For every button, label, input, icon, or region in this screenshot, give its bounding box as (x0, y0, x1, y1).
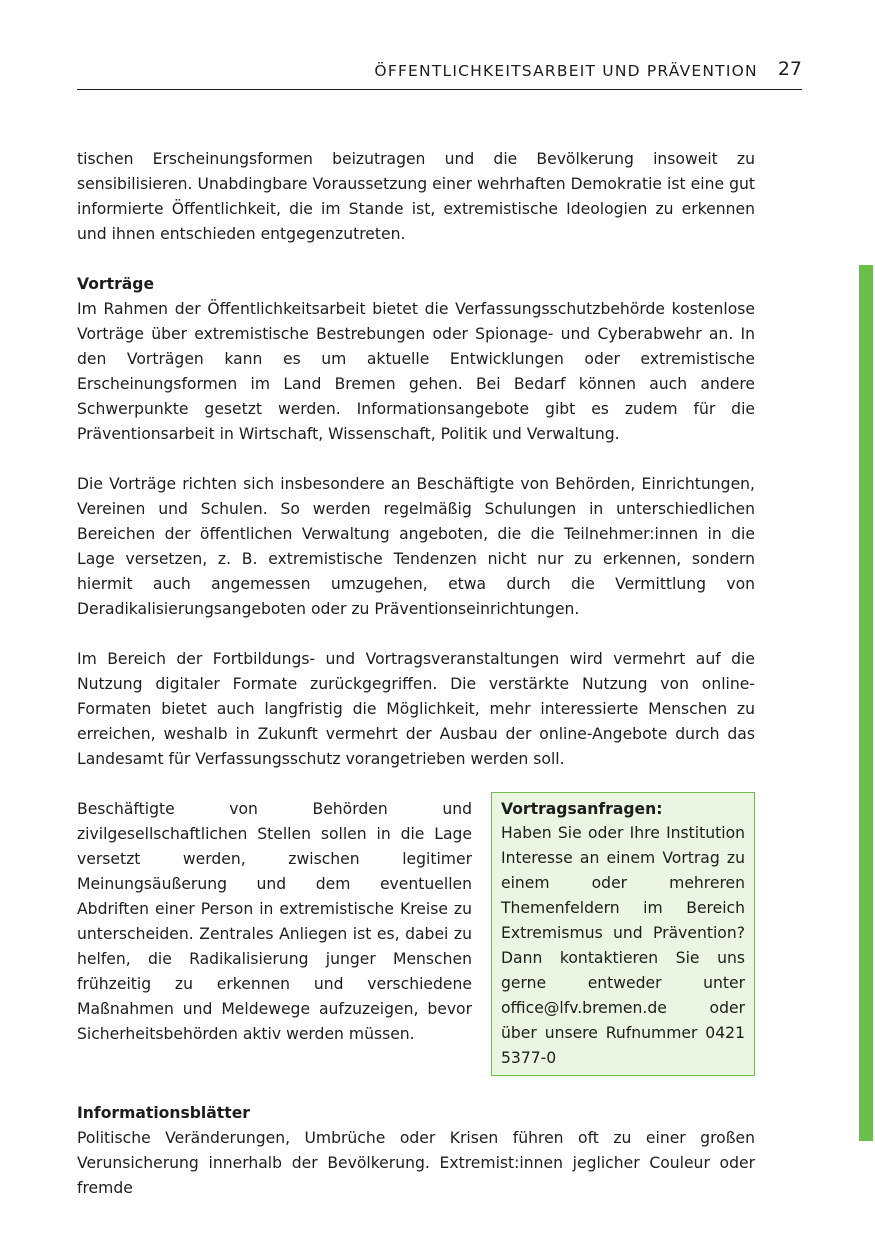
informationsblaetter-paragraph-1: Politische Veränderungen, Umbrüche oder Krisen führen oft zu einer großen Verunsicherung innerhalb der Bevölkerung. Extremist:innen jeglicher Couleur oder fremde (77, 1129, 755, 1197)
section-heading-vortraege: Vorträge (77, 275, 155, 293)
page-body (77, 147, 755, 1201)
info-box-heading: Vortragsanfragen: (501, 800, 663, 818)
section-heading-informationsblaetter: Informationsblätter (77, 1104, 250, 1122)
header-title: ÖFFENTLICHKEITSARBEIT UND PRÄVENTION (374, 62, 758, 80)
page-number: 27 (777, 58, 802, 80)
vortraege-paragraph-4: Beschäftigte von Behörden und zivilgesellschaftlichen Stellen sollen in die Lage versetzt werden, zwischen legitimer Meinungsäußerung und dem eventuellen Abdriften einer Person in extremistische Kreise zu unterscheiden. Zentrales Anliegen ist es, dabei zu helfen, die Radikalisierung junger Menschen frühzeitig zu erkennen und verschiedene Maßnahmen und Meldewege aufzuzeigen, bevor Sicherheitsbehörden aktiv werden müssen. (77, 800, 472, 1043)
info-box-vortragsanfragen (491, 792, 755, 1076)
vortraege-paragraph-2: Die Vorträge richten sich insbesondere an Beschäftigte von Behörden, Einrichtungen, Vereinen und Schulen. So werden regelmäßig Schulungen in unterschiedlichen Bereichen der öffentlichen Verwaltung angeboten, die die Teilnehmer:innen in die Lage versetzen, z. B. extremistische Tendenzen nicht nur zu erkennen, sondern hiermit auch angemessen umzugehen, etwa durch die Vermittlung von Deradikalisierungsangeboten oder zu Präventionseinrichtungen. (77, 475, 755, 618)
chapter-marker-bar (859, 265, 873, 1141)
vortraege-paragraph-1: Im Rahmen der Öffentlichkeitsarbeit bietet die Verfassungsschutzbehörde kostenlose Vorträge über extremistische Bestrebungen oder Spionage- und Cyberabwehr an. In den Vorträgen kann es um aktuelle Entwicklungen oder extremistische Erscheinungsformen im Land Bremen gehen. Bei Bedarf können auch andere Schwerpunkte gesetzt werden. Informationsangebote gibt es zudem für die Präventionsarbeit in Wirtschaft, Wissenschaft, Politik und Verwaltung. (77, 300, 755, 443)
info-box-text: Haben Sie oder Ihre Institution Interesse an einem Vortrag zu einem oder mehreren Themenfeldern im Bereich Extremismus und Prävention? Dann kontaktieren Sie uns gerne entweder unter office@lfv.bremen.de oder über unsere Rufnummer 0421 5377-0 (501, 824, 745, 1067)
intro-paragraph: tischen Erscheinungsformen beizutragen und die Bevölkerung insoweit zu sensibilisieren. Unabdingbare Voraussetzung einer wehrhaften Demokratie ist eine gut informierte Öffentlichkeit, die im Stande ist, extremistische Ideologien zu erkennen und ihnen entschieden entgegenzutreten. (77, 150, 755, 243)
left-column (77, 797, 472, 1047)
vortraege-paragraph-3: Im Bereich der Fortbildungs- und Vortragsveranstaltungen wird vermehrt auf die Nutzung digitaler Formate zurückgegriffen. Die verstärkte Nutzung von online-Formaten bietet auch langfristig die Möglichkeit, mehr interessierte Menschen zu erreichen, weshalb in Zukunft vermehrt der Ausbau der online-Angebote durch das Landesamt für Verfassungsschutz vorangetrieben werden soll. (77, 650, 755, 768)
running-header (77, 57, 802, 90)
two-column-block (77, 797, 755, 1076)
